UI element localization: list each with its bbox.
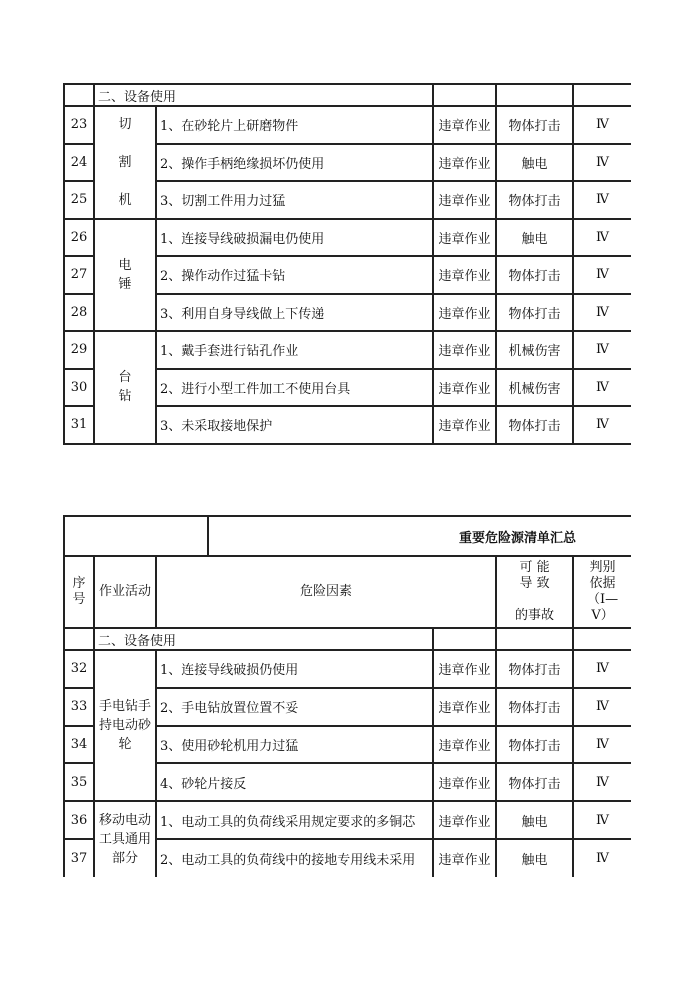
hazard-cause: 违章作业 [433, 688, 496, 726]
row-number: 25 [64, 181, 94, 219]
judgement-level: Ⅳ [573, 801, 631, 839]
hazard-factor: 1、戴手套进行钻孔作业 [156, 331, 433, 369]
hazard-cause: 违章作业 [433, 839, 496, 877]
header-row [64, 556, 631, 628]
judgement-level: Ⅳ [573, 256, 631, 294]
row-number: 23 [64, 106, 94, 144]
activity-cell: 台 钻 [94, 331, 156, 444]
hazard-factor: 3、使用砂轮机用力过猛 [156, 726, 433, 764]
section-accident-cell [496, 628, 573, 650]
section-no-cell [64, 84, 94, 106]
hazard-cause: 违章作业 [433, 406, 496, 444]
row-number: 37 [64, 839, 94, 877]
hazard-cause: 违章作业 [433, 181, 496, 219]
judgement-level: Ⅳ [573, 763, 631, 801]
row-number: 31 [64, 406, 94, 444]
hazard-cause: 违章作业 [433, 144, 496, 182]
row-number: 30 [64, 369, 94, 407]
hazard-factor: 1、连接导线破损仍使用 [156, 650, 433, 688]
table-row [64, 801, 631, 839]
section-label: 二、设备使用 [94, 84, 433, 106]
judgement-level: Ⅳ [573, 369, 631, 407]
row-number: 24 [64, 144, 94, 182]
judgement-level: Ⅳ [573, 106, 631, 144]
activity-cell: 移动电动 工具通用 部分 [94, 801, 156, 877]
hazard-cause: 违章作业 [433, 650, 496, 688]
section-cause-cell [433, 84, 496, 106]
judgement-level: Ⅳ [573, 144, 631, 182]
hazard-table-2 [63, 515, 631, 877]
header-basis: 判别 依据 （Ⅰ— Ⅴ） [573, 556, 631, 628]
hazard-cause: 违章作业 [433, 106, 496, 144]
header-activity: 作业活动 [94, 556, 156, 628]
possible-accident: 物体打击 [496, 181, 573, 219]
hazard-factor: 1、在砂轮片上研磨物件 [156, 106, 433, 144]
possible-accident: 触电 [496, 801, 573, 839]
hazard-cause: 违章作业 [433, 369, 496, 407]
judgement-level: Ⅳ [573, 406, 631, 444]
hazard-factor: 1、连接导线破损漏电仍使用 [156, 219, 433, 257]
table-row [64, 650, 631, 688]
hazard-cause: 违章作业 [433, 763, 496, 801]
hazard-cause: 违章作业 [433, 726, 496, 764]
section-no-cell [64, 628, 94, 650]
judgement-level: Ⅳ [573, 726, 631, 764]
title-blank-cell [64, 516, 208, 556]
table-row [64, 106, 631, 144]
section-row-2 [64, 628, 631, 650]
header-accident: 可 能 导 致 的事故 [496, 556, 573, 628]
hazard-table-1 [63, 83, 631, 445]
section-accident-cell [496, 84, 573, 106]
hazard-factor: 2、操作手柄绝缘损坏仍使用 [156, 144, 433, 182]
hazard-cause: 违章作业 [433, 801, 496, 839]
hazard-factor: 4、砂轮片接反 [156, 763, 433, 801]
row-number: 27 [64, 256, 94, 294]
row-number: 32 [64, 650, 94, 688]
row-number: 28 [64, 294, 94, 332]
possible-accident: 触电 [496, 144, 573, 182]
row-number: 29 [64, 331, 94, 369]
activity-cell: 手电钻手 持电动砂 轮 [94, 650, 156, 801]
activity-cell: 电 锤 [94, 219, 156, 332]
hazard-factor: 2、进行小型工件加工不使用台具 [156, 369, 433, 407]
hazard-factor: 1、电动工具的负荷线采用规定要求的多铜芯 [156, 801, 433, 839]
possible-accident: 物体打击 [496, 726, 573, 764]
possible-accident: 物体打击 [496, 294, 573, 332]
table-row [64, 331, 631, 369]
row-number: 26 [64, 219, 94, 257]
section-cause-cell [433, 628, 496, 650]
hazard-factor: 3、利用自身导线做上下传递 [156, 294, 433, 332]
judgement-level: Ⅳ [573, 181, 631, 219]
header-no: 序号 [64, 556, 94, 628]
possible-accident: 触电 [496, 219, 573, 257]
judgement-level: Ⅳ [573, 688, 631, 726]
possible-accident: 物体打击 [496, 256, 573, 294]
section-label: 二、设备使用 [94, 628, 433, 650]
section-level-cell [573, 628, 631, 650]
title-row [64, 516, 631, 556]
section-level-cell [573, 84, 631, 106]
page-title: 重要危险源清单汇总 [208, 516, 631, 556]
judgement-level: Ⅳ [573, 219, 631, 257]
hazard-factor: 2、电动工具的负荷线中的接地专用线未采用 [156, 839, 433, 877]
hazard-cause: 违章作业 [433, 331, 496, 369]
hazard-factor: 3、未采取接地保护 [156, 406, 433, 444]
section-row [64, 84, 631, 106]
row-number: 34 [64, 726, 94, 764]
judgement-level: Ⅳ [573, 331, 631, 369]
hazard-factor: 2、操作动作过猛卡钻 [156, 256, 433, 294]
possible-accident: 物体打击 [496, 406, 573, 444]
activity-cell: 切 割 机 [94, 106, 156, 219]
row-number: 36 [64, 801, 94, 839]
hazard-cause: 违章作业 [433, 256, 496, 294]
possible-accident: 物体打击 [496, 650, 573, 688]
header-factor: 危险因素 [156, 556, 496, 628]
possible-accident: 机械伤害 [496, 331, 573, 369]
hazard-factor: 3、切割工件用力过猛 [156, 181, 433, 219]
possible-accident: 物体打击 [496, 106, 573, 144]
judgement-level: Ⅳ [573, 650, 631, 688]
hazard-cause: 违章作业 [433, 294, 496, 332]
row-number: 35 [64, 763, 94, 801]
possible-accident: 机械伤害 [496, 369, 573, 407]
hazard-cause: 违章作业 [433, 219, 496, 257]
possible-accident: 触电 [496, 839, 573, 877]
row-number: 33 [64, 688, 94, 726]
possible-accident: 物体打击 [496, 688, 573, 726]
judgement-level: Ⅳ [573, 294, 631, 332]
possible-accident: 物体打击 [496, 763, 573, 801]
hazard-factor: 2、手电钻放置位置不妥 [156, 688, 433, 726]
table-row [64, 219, 631, 257]
judgement-level: Ⅳ [573, 839, 631, 877]
